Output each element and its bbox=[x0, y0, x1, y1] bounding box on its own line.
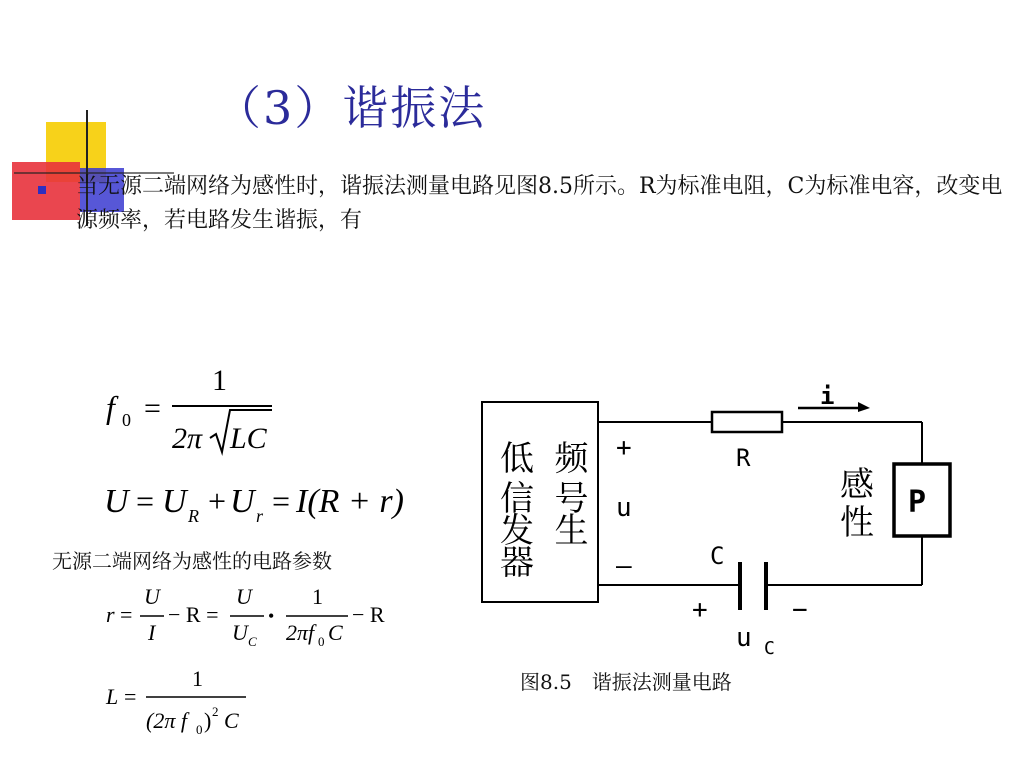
load-label-2: 性 bbox=[840, 503, 874, 543]
L-eq: = bbox=[124, 684, 137, 709]
parameter-label: 无源二端网络为感性的电路参数 bbox=[52, 549, 332, 573]
f0-den-b: LC bbox=[230, 422, 267, 455]
U-eq2: = bbox=[272, 483, 291, 519]
r-f2-den-sub: C bbox=[248, 634, 257, 649]
r-minus-R: − R = bbox=[168, 602, 219, 627]
r-tail: − R bbox=[352, 602, 385, 627]
r-f1-den: I bbox=[148, 620, 156, 645]
r-dot: • bbox=[268, 606, 275, 626]
L-lhs: L bbox=[106, 684, 119, 709]
current-label: i bbox=[820, 382, 835, 410]
generator-line-1: 低 频 bbox=[500, 439, 589, 479]
formula-r bbox=[100, 582, 400, 654]
r-f2-den: U bbox=[232, 620, 248, 645]
uc-label: u bbox=[736, 623, 752, 653]
f0-num: 1 bbox=[212, 364, 227, 397]
source-minus-label: — bbox=[616, 551, 632, 581]
f0-den-a: 2π bbox=[172, 422, 203, 455]
circuit-diagram bbox=[470, 370, 970, 660]
f0-lhs: f bbox=[106, 389, 115, 425]
r-f1-num: U bbox=[144, 584, 160, 609]
deco-red-square bbox=[12, 162, 80, 220]
figure-caption: 图8.5 谐振法测量电路 bbox=[520, 670, 732, 694]
r-f3-num: 1 bbox=[312, 584, 323, 609]
source-plus-label: + bbox=[616, 433, 632, 463]
body-paragraph: 当无源二端网络为感性时，谐振法测量电路见图8.5所示。R为标准电阻，C为标准电容，改变电源频率，若电路发生谐振，有 bbox=[76, 174, 1003, 233]
generator-line-4: 器 bbox=[500, 543, 534, 583]
r-eq: = bbox=[120, 602, 133, 627]
generator-line-2: 信 号 bbox=[500, 479, 589, 519]
load-P-label: P bbox=[908, 485, 927, 520]
U-plus: + bbox=[208, 483, 227, 519]
f0-eq: = bbox=[144, 392, 161, 425]
generator-line-3: 发 生 bbox=[500, 511, 589, 551]
uc-sub: C bbox=[764, 638, 775, 659]
resistor-label: R bbox=[736, 444, 751, 472]
U-eq: = bbox=[136, 483, 155, 519]
formula-f0 bbox=[100, 360, 300, 460]
U-r-sub: r bbox=[256, 506, 264, 526]
bullet-square-icon bbox=[38, 186, 46, 194]
L-C: C bbox=[224, 708, 239, 733]
r-f2-num: U bbox=[236, 584, 252, 609]
U-r-main: U bbox=[230, 483, 255, 520]
formula-U bbox=[100, 476, 410, 532]
U-rhs: I(R + r) bbox=[296, 483, 404, 520]
L-den-sub: 0 bbox=[196, 722, 203, 737]
r-f3-den-C: C bbox=[328, 620, 343, 645]
capacitor-plus-label: + bbox=[692, 595, 708, 625]
r-lhs: r bbox=[106, 602, 115, 627]
source-u-label: u bbox=[616, 493, 632, 523]
L-num: 1 bbox=[192, 666, 203, 691]
capacitor-label: C bbox=[710, 542, 725, 570]
f0-sub: 0 bbox=[122, 410, 131, 430]
L-den: (2π f bbox=[146, 708, 187, 733]
load-label-1: 感 bbox=[840, 465, 874, 505]
capacitor-minus-label: − bbox=[792, 595, 808, 625]
U-R-sub: R bbox=[188, 506, 199, 526]
L-den-end: ) bbox=[204, 708, 212, 733]
r-f3-den-sub: 0 bbox=[318, 634, 325, 649]
resistor-R bbox=[712, 412, 782, 432]
formula-L bbox=[100, 664, 270, 744]
r-f3-den: 2πf bbox=[286, 620, 315, 645]
U-lhs: U bbox=[104, 483, 129, 520]
L-sup: 2 bbox=[212, 704, 219, 719]
U-R-main: U bbox=[162, 483, 187, 520]
slide-title: （3）谐振法 bbox=[215, 81, 487, 135]
